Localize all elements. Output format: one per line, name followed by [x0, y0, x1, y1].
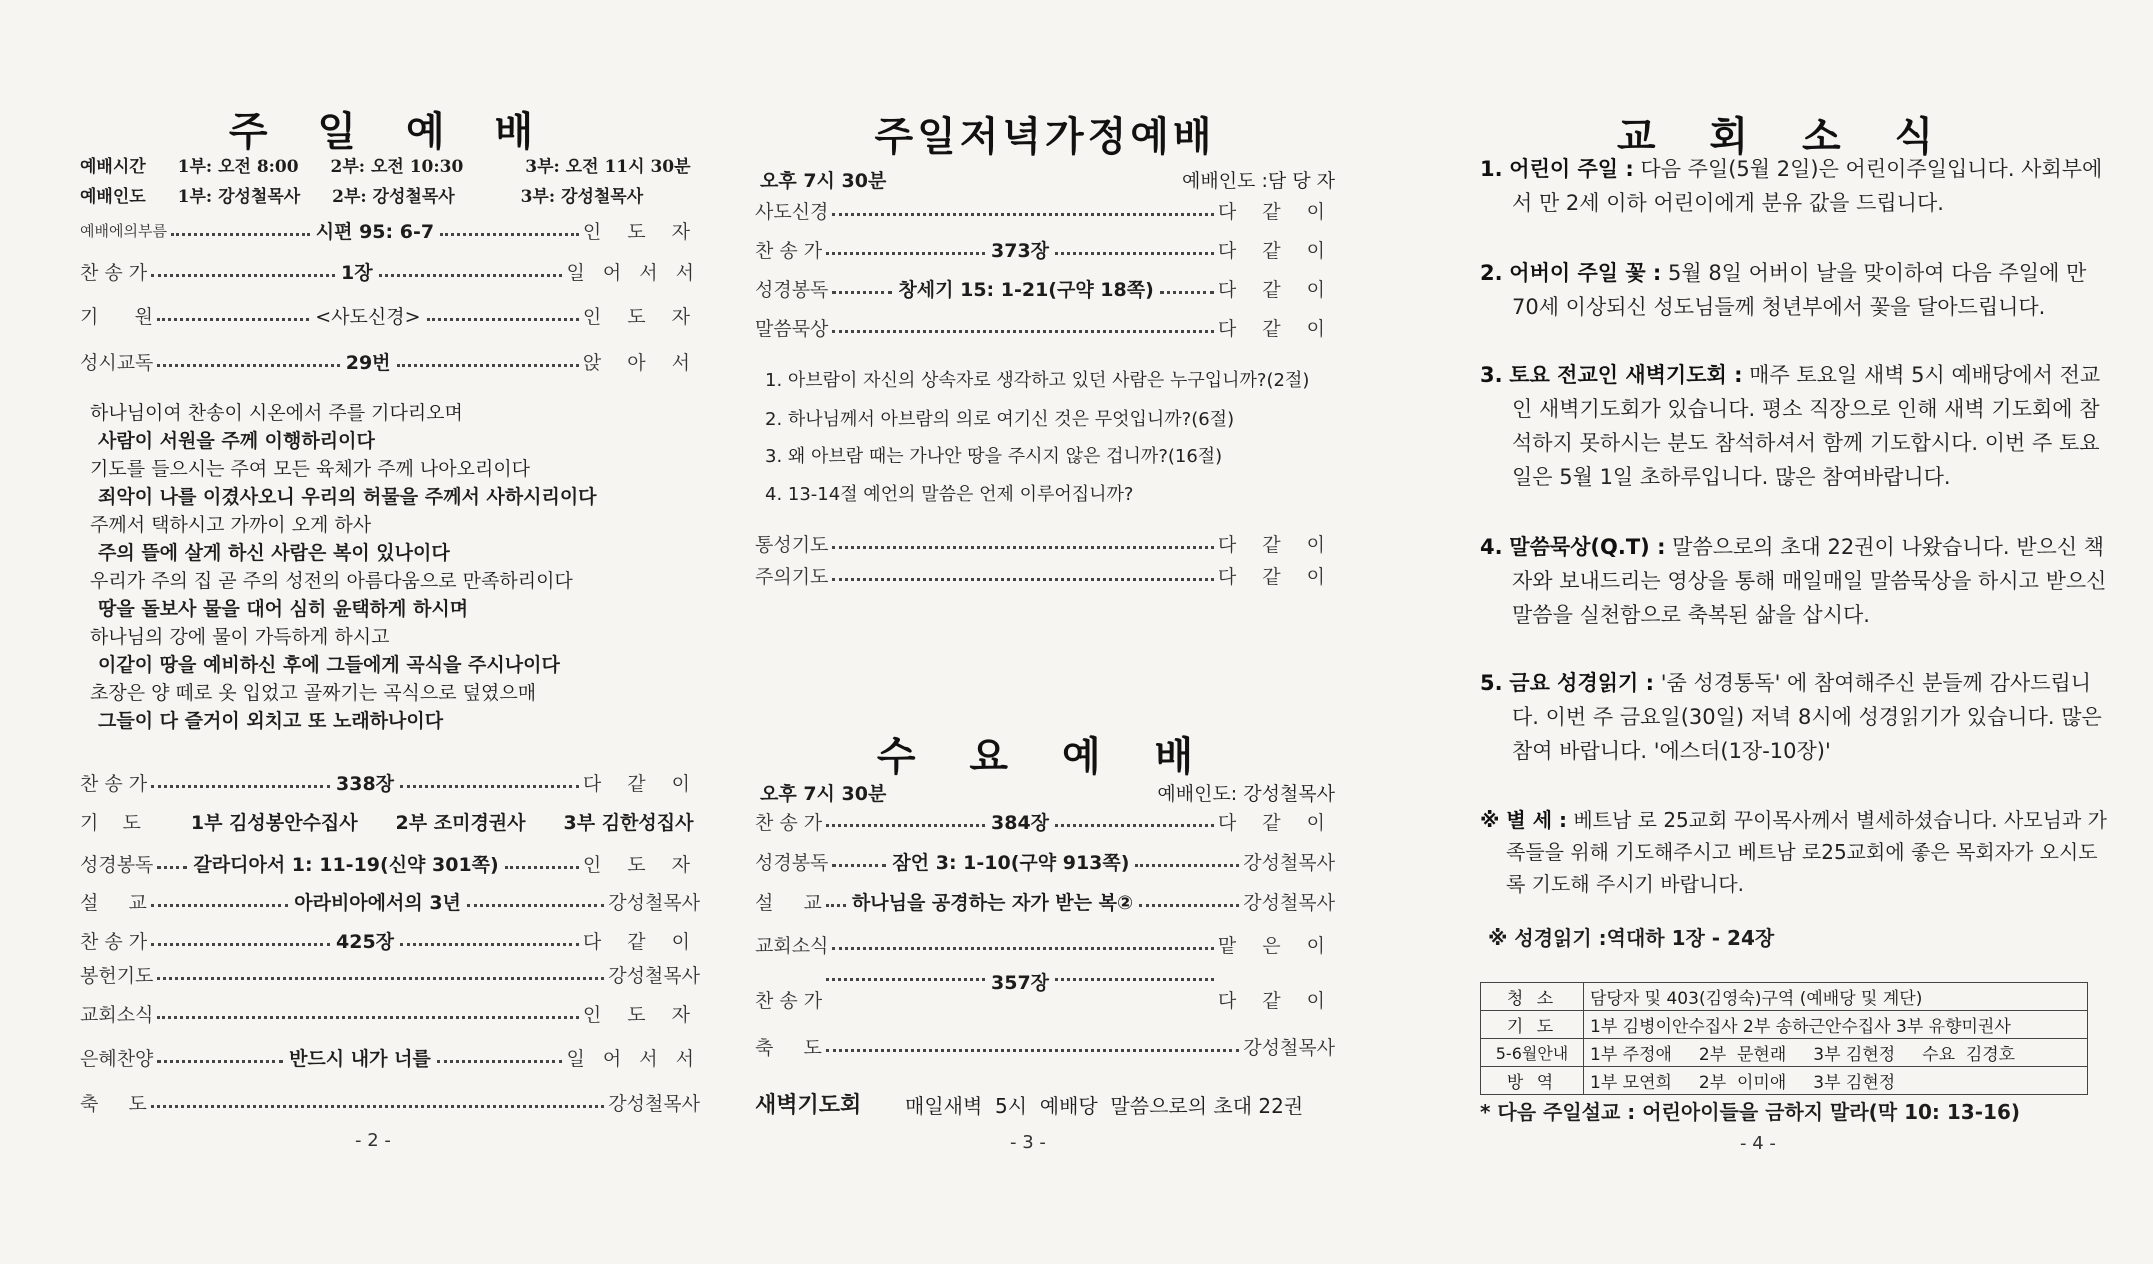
evening-time: 오후 7시 30분: [760, 170, 887, 192]
leader-dots: [151, 904, 288, 907]
order-row: [80, 886, 700, 916]
order-label: 교회소식: [755, 934, 829, 957]
leader-dots: [157, 364, 339, 367]
order-label: 성경봉독: [755, 278, 829, 301]
leader-dots: [157, 318, 309, 321]
news-head: 토요 전교인 새벽기도회 :: [1509, 363, 1743, 387]
order-item: <사도신경>: [315, 305, 421, 328]
duty-key: 5-6월안내: [1481, 1039, 1584, 1067]
leader-dots: [832, 213, 1213, 216]
leader-dots: [505, 866, 579, 869]
order-label: 설 교: [80, 891, 147, 914]
order-label: 기 도: [80, 811, 141, 834]
time-3: 3부: 오전 11시 30분: [525, 157, 691, 177]
order-who: 강성철목사: [1243, 1036, 1335, 1059]
news-text: 말씀으로의 초대 22권이 나왔습니다. 받으신 책자와 보내드리는 영상을 통해 매일매일 말씀묵상을 하시고 받으신 말씀을 실천함으로 축복된 삶을 삽시다.: [1512, 535, 2107, 627]
news-head: 어버이 주일 꽃 :: [1509, 261, 1662, 285]
leader-dots: [1135, 864, 1239, 867]
leader-dots: [151, 943, 330, 946]
leader-dots: [826, 904, 846, 907]
order-label: 설 교: [755, 891, 822, 914]
order-row: [755, 846, 1335, 876]
news-text: 다음 주일(5월 2일)은 어린이주일입니다. 사회부에서 만 2세 이하 어린이에게 분유 값을 드립니다.: [1512, 157, 2103, 215]
order-row: [755, 929, 1335, 959]
order-label: 성시교독: [80, 351, 154, 374]
page-number: - 2 -: [355, 1130, 391, 1151]
news-num: 1.: [1480, 157, 1503, 181]
news-item-3: [1480, 358, 2112, 494]
leader-dots: [157, 1016, 578, 1019]
duty-value: 담당자 및 403(김영숙)구역 (예배당 및 계단): [1584, 983, 2088, 1011]
order-item: 384장: [991, 811, 1050, 834]
leader-dots: [826, 1049, 1239, 1052]
news-head: 어린이 주일 :: [1509, 157, 1634, 181]
psalm-line: 주의 뜰에 살게 하신 사람은 복이 있나이다: [98, 542, 450, 564]
duty-value: 1부 김병이안수집사 2부 송하근안수집사 3부 유향미권사: [1584, 1011, 2088, 1039]
order-who: 다 같 이: [1217, 278, 1335, 301]
order-row: [80, 256, 700, 286]
leader-dots: [832, 864, 886, 867]
dawn-prayer-info: 매일새벽 5시 예배당 말씀으로의 초대 22권: [905, 1094, 1304, 1118]
leader-dots: [1160, 291, 1214, 294]
order-label: 예배에의부름: [80, 221, 167, 240]
time-2: 2부: 오전 10:30: [330, 157, 464, 177]
order-label: 말씀묵상: [755, 317, 829, 340]
prayer-leader-2: 2부 조미경권사: [395, 811, 526, 834]
leader-dots: [832, 330, 1213, 333]
psalm-line: 땅을 돌보사 물을 대어 심히 윤택하게 하시며: [98, 598, 469, 620]
news-item-5: [1480, 666, 2112, 768]
order-label: 통성기도: [755, 533, 829, 556]
church-news-title: 교 회 소 식: [1616, 114, 1954, 160]
order-who: 다 같 이: [1217, 990, 1336, 1012]
order-item: 29번: [345, 351, 391, 374]
evening-service-title: 주일저녁가정예배: [874, 114, 1216, 160]
order-row: [80, 346, 700, 376]
order-label: 찬 송 가: [80, 772, 148, 795]
order-row: [80, 767, 700, 797]
order-row: [755, 273, 1335, 303]
order-row: [755, 806, 1335, 836]
psalm-line: 하나님이여 찬송이 시온에서 주를 기다리오며: [90, 402, 463, 424]
leader-dots: [826, 824, 985, 827]
leader-dots: [832, 291, 892, 294]
order-item: 338장: [336, 772, 395, 795]
order-label: 은혜찬양: [80, 1047, 154, 1070]
duty-value: 1부 모연희 2부 이미애 3부 김현정: [1584, 1067, 2088, 1095]
duty-key: 청 소: [1481, 983, 1584, 1011]
order-who: 다 같 이: [1217, 565, 1335, 588]
order-who: 인 도 자: [582, 305, 700, 328]
leader-dots: [397, 364, 579, 367]
leader-dots: [467, 904, 604, 907]
order-item: 아라비아에서의 3년: [294, 891, 461, 914]
order-label: 축 도: [755, 1036, 822, 1059]
order-row: [80, 300, 700, 330]
leader-dots: [400, 943, 579, 946]
order-row: [755, 312, 1335, 342]
news-item-2: [1480, 256, 2112, 324]
order-who: 다 같 이: [1217, 811, 1336, 834]
order-row: [755, 886, 1335, 916]
leader-dots: [440, 233, 579, 236]
order-item: 하나님을 공경하는 자가 받는 복②: [851, 891, 1134, 914]
order-label: 찬 송 가: [80, 930, 148, 953]
order-row: [755, 528, 1335, 558]
order-row: [755, 234, 1335, 264]
news-head: 금요 성경읽기 :: [1509, 671, 1655, 695]
question: 1. 아브람이 자신의 상속자로 생각하고 있던 사람은 누구입니까?(2절): [765, 370, 1310, 391]
leader-dots: [400, 785, 579, 788]
sunday-service-title: 주 일 예 배: [228, 109, 552, 155]
order-item: 갈라디아서 1: 11-19(신약 301쪽): [193, 853, 499, 876]
leader-dots: [437, 1060, 563, 1063]
prayer-leader-3: 3부 김한성집사: [563, 811, 694, 834]
order-label: 찬 송 가: [80, 261, 148, 284]
leader-label: 예배인도: [80, 187, 146, 207]
order-who: 다 같 이: [1217, 200, 1335, 223]
order-who: 인 도 자: [582, 220, 701, 243]
news-item-4: [1480, 530, 2112, 632]
page-number: - 3 -: [1010, 1132, 1046, 1153]
prayer-row: [80, 806, 700, 836]
order-item: 시편 95: 6-7: [315, 220, 435, 243]
prayer-leader-1: 1부 김성봉안수집사: [190, 811, 358, 834]
news-text: 5월 8일 어버이 날을 맞이하여 다음 주일에 만 70세 이상되신 성도님들께 청년부에서 꽃을 달아드립니다.: [1512, 261, 2087, 319]
evening-leader: 예배인도 :담 당 자: [1182, 170, 1335, 192]
leader-dots: [151, 1105, 604, 1108]
sunday-service-page: [80, 0, 700, 1264]
news-num: 3.: [1480, 363, 1503, 387]
order-label: 찬 송 가: [755, 990, 823, 1012]
bible-reading-plan: ※ 성경읽기 :역대하 1장 - 24장: [1488, 926, 1775, 950]
order-label: 주의기도: [755, 565, 829, 588]
order-row: [80, 998, 700, 1028]
leader-dots: [151, 274, 335, 277]
order-who: 강성철목사: [608, 891, 701, 914]
order-who: 다 같 이: [582, 930, 701, 953]
leader-dots: [1055, 978, 1214, 981]
service-leaders: [80, 182, 669, 207]
leader-dots: [832, 947, 1213, 950]
order-item: 반드시 내가 너를: [289, 1047, 431, 1070]
dawn-prayer-title: 새벽기도회: [755, 1093, 862, 1118]
leader-1: 1부: 강성철목사: [177, 187, 301, 207]
wednesday-time: 오후 7시 30분: [760, 783, 887, 805]
order-item: 357장: [991, 972, 1050, 994]
leader-dots: [832, 578, 1213, 581]
order-who: 다 같 이: [1217, 533, 1335, 556]
next-sermon: * 다음 주일설교 : 어린아이들을 금하지 말라(막 10: 13-16): [1480, 1100, 2020, 1124]
evening-and-wednesday-page: [755, 0, 1335, 1264]
psalm-line: 기도를 들으시는 주여 모든 육체가 주께 나아오리이다: [90, 458, 531, 480]
order-row: [80, 1087, 700, 1117]
psalm-line: 하나님의 강에 물이 가득하게 하시고: [90, 626, 390, 648]
order-who: 강성철목사: [1243, 851, 1335, 874]
order-row: [80, 959, 700, 989]
order-who: 다 같 이: [1217, 239, 1336, 262]
order-label: 찬 송 가: [755, 239, 823, 262]
wednesday-service-title: 수 요 예 배: [876, 734, 1214, 780]
order-who: 다 같 이: [1217, 317, 1335, 340]
table-row: [1481, 1039, 2088, 1067]
time-label: 예배시간: [80, 157, 146, 177]
psalm-line: 우리가 주의 집 곧 주의 성전의 아름다움으로 만족하리이다: [90, 570, 573, 592]
news-text: 매주 토요일 새벽 5시 예배당에서 전교인 새벽기도회가 있습니다. 평소 직장으로 인해 새벽 기도회에 참석하지 못하시는 분도 참석하셔서 함께 기도합시다. 이번 주 토요일은 5월 1일 초하루입니다. 많은 참여바랍니다.: [1512, 363, 2101, 489]
question: 2. 하나님께서 아브람의 의로 여기신 것은 무엇입니까?(6절): [765, 409, 1235, 430]
order-who: 강성철목사: [608, 1092, 700, 1115]
order-item: 1장: [341, 261, 373, 284]
order-who: 일 어 서 서: [566, 261, 700, 284]
order-item: 창세기 15: 1-21(구약 18쪽): [898, 278, 1154, 301]
leader-3: 3부: 강성철목사: [520, 187, 644, 207]
obituary-head: ※ 별 세 :: [1480, 808, 1567, 832]
news-num: 5.: [1480, 671, 1503, 695]
news-num: 4.: [1480, 535, 1503, 559]
order-item: 425장: [336, 930, 395, 953]
order-who: 일 어 서 서: [566, 1047, 700, 1070]
news-text: '줌 성경통독' 에 참여해주신 분들께 감사드립니다. 이번 주 금요일(30일) 저녁 8시에 성경읽기가 있습니다. 많은 참여 바랍니다. '에스더(1장-10장)': [1512, 671, 2102, 763]
order-row: [755, 968, 1335, 1016]
psalm-line: 그들이 다 즐거이 외치고 또 노래하나이다: [98, 710, 444, 732]
leader-dots: [171, 233, 310, 236]
order-label: 사도신경: [755, 200, 829, 223]
order-row: [755, 1031, 1335, 1061]
leader-dots: [379, 274, 563, 277]
leader-dots: [832, 546, 1213, 549]
church-news-page: [1480, 0, 2107, 1264]
leader-dots: [826, 252, 985, 255]
wednesday-leader: 예배인도: 강성철목사: [1157, 783, 1335, 805]
order-row: [755, 560, 1335, 590]
order-row: [80, 1042, 700, 1072]
obituary-text: 베트남 로 25교회 꾸이목사께서 별세하셨습니다. 사모님과 가족들을 위해 기도해주시고 베트남 로25교회에 좋은 목회자가 오시도록 기도해 주시기 바랍니다.: [1506, 808, 2107, 896]
duty-key: 방 역: [1481, 1067, 1584, 1095]
order-label: 축 도: [80, 1092, 147, 1115]
news-item-1: [1480, 152, 2112, 220]
time-1: 1부: 오전 8:00: [177, 157, 299, 177]
duty-roster-table: [1480, 982, 2088, 1095]
psalm-line: 주께서 택하시고 가까이 오게 하사: [90, 514, 372, 536]
duty-key: 기 도: [1481, 1011, 1584, 1039]
leader-dots: [157, 866, 187, 869]
order-row: [80, 925, 700, 955]
order-item: 373장: [991, 239, 1050, 262]
order-label: 성경봉독: [755, 851, 829, 874]
order-who: 인 도 자: [582, 1003, 700, 1026]
order-row: [80, 215, 700, 245]
obituary-notice: [1480, 804, 2110, 900]
order-row: [80, 848, 700, 878]
psalm-line: 사람이 서원을 주께 이행하리이다: [98, 430, 375, 452]
order-who: 맡 은 이: [1217, 934, 1335, 957]
leader-dots: [1055, 252, 1214, 255]
news-num: 2.: [1480, 261, 1503, 285]
order-label: 봉헌기도: [80, 964, 154, 987]
table-row: [1481, 983, 2088, 1011]
news-head: 말씀묵상(Q.T) :: [1509, 535, 1666, 559]
psalm-line: 이같이 땅을 예비하신 후에 그들에게 곡식을 주시나이다: [98, 654, 560, 676]
order-item: 잠언 3: 1-10(구약 913쪽): [892, 851, 1130, 874]
order-label: 찬 송 가: [755, 811, 823, 834]
order-who: 앉 아 서: [582, 351, 700, 374]
order-label: 교회소식: [80, 1003, 154, 1026]
table-row: [1481, 1067, 2088, 1095]
service-times: [80, 152, 717, 177]
leader-dots: [427, 318, 579, 321]
order-who: 인 도 자: [582, 853, 700, 876]
order-row: [755, 195, 1335, 225]
question: 4. 13-14절 예언의 말씀은 언제 이루어집니까?: [765, 484, 1134, 505]
leader-dots: [157, 977, 604, 980]
leader-dots: [1055, 824, 1214, 827]
leader-dots: [826, 978, 985, 981]
table-row: [1481, 1011, 2088, 1039]
leader-dots: [1139, 904, 1239, 907]
page-number: - 4 -: [1740, 1133, 1776, 1154]
leader-2: 2부: 강성철목사: [332, 187, 455, 207]
order-who: 강성철목사: [608, 964, 700, 987]
order-who: 강성철목사: [1243, 891, 1335, 914]
leader-dots: [157, 1060, 283, 1063]
psalm-line: 초장은 양 떼로 옷 입었고 골짜기는 곡식으로 덮였으매: [90, 682, 537, 704]
leader-dots: [151, 785, 330, 788]
duty-value: 1부 주정애 2부 문현래 3부 김현정 수요 김경호: [1584, 1039, 2088, 1067]
question: 3. 왜 아브람 때는 가나안 땅을 주시지 않은 겁니까?(16절): [765, 446, 1223, 467]
psalm-line: 죄악이 나를 이겼사오니 우리의 허물을 주께서 사하시리이다: [98, 486, 597, 508]
order-label: 성경봉독: [80, 853, 154, 876]
order-label: 기 원: [80, 305, 153, 328]
order-who: 다 같 이: [582, 772, 701, 795]
